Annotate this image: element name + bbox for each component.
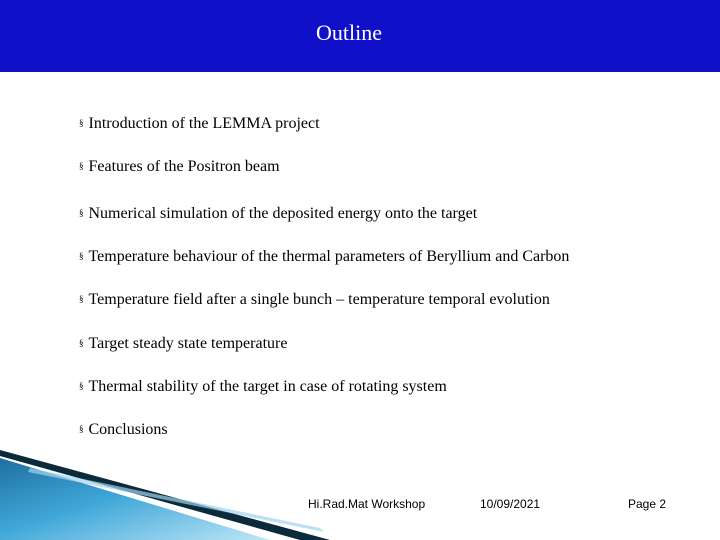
- footer-event: Hi.Rad.Mat Workshop: [308, 497, 426, 511]
- bullet-text: Temperature behaviour of the thermal parameters of Beryllium and Carbon: [88, 248, 570, 265]
- bullet-text: Features of the Positron beam: [88, 158, 280, 175]
- bullet-text: Temperature field after a single bunch – temperature temporal evolution: [88, 291, 550, 308]
- bullet-marker: §: [79, 251, 84, 261]
- bullet-text: Target steady state temperature: [88, 335, 288, 352]
- bullet-item: [79, 420, 168, 441]
- footer-page: Page 2: [628, 497, 667, 511]
- bullet-item: [79, 377, 447, 398]
- bullet-marker: §: [79, 424, 84, 434]
- bullet-marker: §: [79, 381, 84, 391]
- bullet-text: Thermal stability of the target in case of rotating system: [88, 378, 447, 395]
- bullet-item: [79, 334, 287, 355]
- bullet-item: [79, 114, 320, 135]
- bullet-marker: §: [79, 294, 84, 304]
- bullet-item: [79, 290, 550, 311]
- bullet-marker: §: [79, 338, 84, 348]
- bullet-marker: §: [79, 118, 84, 128]
- bullet-marker: §: [79, 161, 84, 171]
- bullet-marker: §: [79, 208, 84, 218]
- bullet-text: Numerical simulation of the deposited energy onto the target: [88, 205, 478, 222]
- footer-date: 10/09/2021: [480, 497, 541, 511]
- bullet-item: [79, 157, 280, 178]
- bullet-text: Conclusions: [88, 421, 168, 438]
- bullet-item: [79, 247, 569, 268]
- corner-decoration: [0, 450, 340, 540]
- bullet-text: Introduction of the LEMMA project: [88, 115, 320, 132]
- bullet-item: [79, 204, 477, 225]
- slide-title: Outline: [316, 20, 382, 45]
